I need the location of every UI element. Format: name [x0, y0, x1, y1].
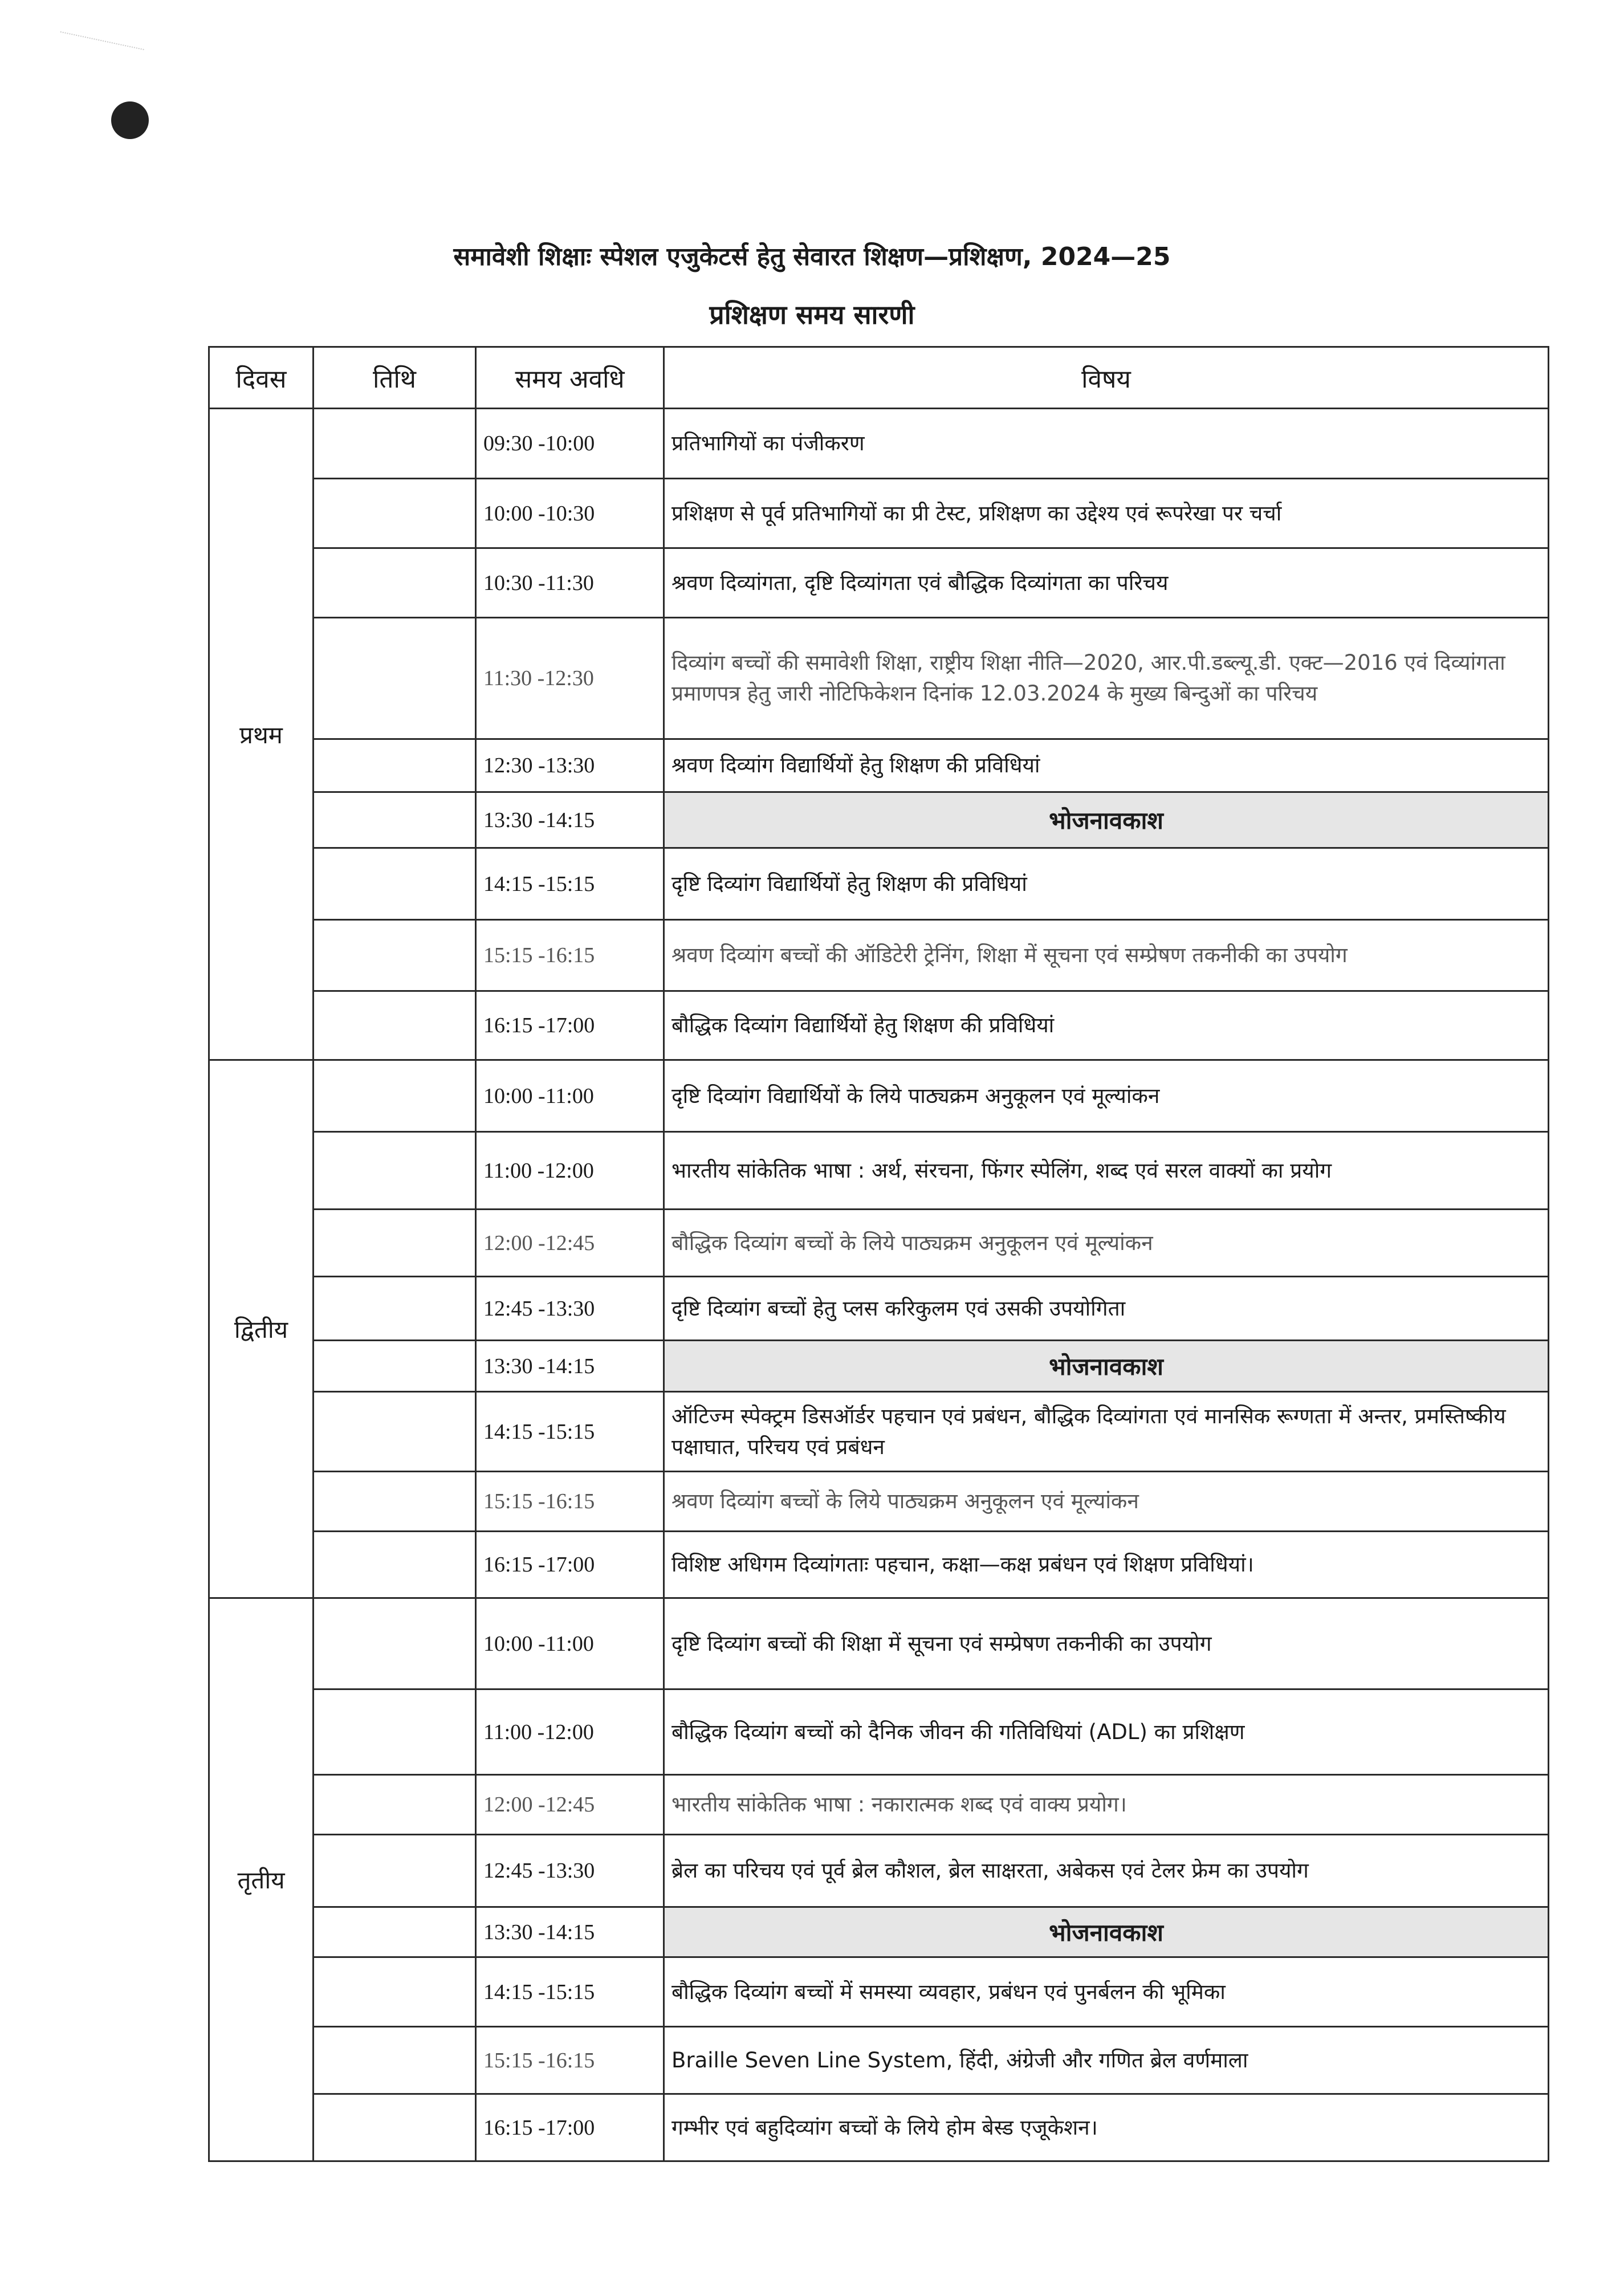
time-cell: 09:30 -10:00	[476, 409, 664, 479]
table-row	[209, 409, 1549, 479]
topic-cell: दृष्टि दिव्यांग बच्चों की शिक्षा में सूचना एवं सम्प्रेषण तकनीकी का उपयोग	[664, 1598, 1549, 1689]
topic-cell: विशिष्ट अधिगम दिव्यांगताः पहचान, कक्षा—कक्ष प्रबंधन एवं शिक्षण प्रविधियां।	[664, 1532, 1549, 1598]
time-cell: 14:15 -15:15	[476, 848, 664, 920]
date-cell	[314, 2094, 476, 2161]
schedule-table	[208, 346, 1549, 2162]
table-row	[209, 1132, 1549, 1210]
date-cell	[314, 739, 476, 792]
header-topic: विषय	[664, 347, 1549, 409]
time-cell: 12:45 -13:30	[476, 1277, 664, 1341]
table-row	[209, 1689, 1549, 1775]
date-cell	[314, 1775, 476, 1835]
topic-cell: ब्रेल का परिचय एवं पूर्व ब्रेल कौशल, ब्रेल साक्षरता, अबेकस एवं टेलर फ्रेम का उपयोग	[664, 1835, 1549, 1907]
time-cell: 13:30 -14:15	[476, 792, 664, 848]
date-cell	[314, 1132, 476, 1210]
time-cell: 13:30 -14:15	[476, 1907, 664, 1957]
date-cell	[314, 848, 476, 920]
table-row	[209, 1277, 1549, 1341]
date-cell	[314, 1957, 476, 2027]
table-row	[209, 739, 1549, 792]
time-cell: 10:00 -10:30	[476, 479, 664, 548]
time-cell: 13:30 -14:15	[476, 1341, 664, 1392]
scan-smudge	[55, 31, 144, 72]
topic-cell: प्रतिभागियों का पंजीकरण	[664, 409, 1549, 479]
date-cell	[314, 618, 476, 739]
table-row	[209, 1598, 1549, 1689]
date-cell	[314, 1689, 476, 1775]
date-cell	[314, 548, 476, 618]
time-cell: 12:00 -12:45	[476, 1210, 664, 1277]
table-row	[209, 1957, 1549, 2027]
time-cell: 12:30 -13:30	[476, 739, 664, 792]
lunch-break-cell: भोजनावकाश	[664, 1341, 1549, 1392]
topic-cell: श्रवण दिव्यांग विद्यार्थियों हेतु शिक्षण की प्रविधियां	[664, 739, 1549, 792]
date-cell	[314, 1532, 476, 1598]
date-cell	[314, 479, 476, 548]
topic-cell: गम्भीर एवं बहुदिव्यांग बच्चों के लिये होम बेस्ड एजूकेशन।	[664, 2094, 1549, 2161]
time-cell: 10:30 -11:30	[476, 548, 664, 618]
date-cell	[314, 991, 476, 1060]
table-row	[209, 2027, 1549, 2094]
table-row	[209, 1210, 1549, 1277]
date-cell	[314, 1341, 476, 1392]
topic-cell: भारतीय सांकेतिक भाषा : नकारात्मक शब्द एवं वाक्य प्रयोग।	[664, 1775, 1549, 1835]
date-cell	[314, 409, 476, 479]
table-row	[209, 1472, 1549, 1532]
topic-cell: ऑटिज्म स्पेक्ट्रम डिसऑर्डर पहचान एवं प्रबंधन, बौद्धिक दिव्यांगता एवं मानसिक रूग्णता में अन्तर, प्रमस्तिष्कीय पक्षाघात, परिचय एवं प्रबंधन	[664, 1392, 1549, 1472]
table-row	[209, 1835, 1549, 1907]
table-row	[209, 2094, 1549, 2161]
topic-cell: प्रशिक्षण से पूर्व प्रतिभागियों का प्री टेस्ट, प्रशिक्षण का उद्देश्य एवं रूपरेखा पर चर्चा	[664, 479, 1549, 548]
table-row	[209, 920, 1549, 991]
topic-cell: भारतीय सांकेतिक भाषा : अर्थ, संरचना, फिंगर स्पेलिंग, शब्द एवं सरल वाक्यों का प्रयोग	[664, 1132, 1549, 1210]
time-cell: 15:15 -16:15	[476, 920, 664, 991]
document-title: समावेशी शिक्षाः स्पेशल एजुकेटर्स हेतु सेवारत शिक्षण—प्रशिक्षण, 2024—25	[453, 242, 1171, 271]
topic-cell: बौद्धिक दिव्यांग विद्यार्थियों हेतु शिक्षण की प्रविधियां	[664, 991, 1549, 1060]
table-row	[209, 848, 1549, 920]
time-cell: 12:45 -13:30	[476, 1835, 664, 1907]
table-row-lunch	[209, 1341, 1549, 1392]
time-cell: 11:00 -12:00	[476, 1132, 664, 1210]
table-row-lunch	[209, 792, 1549, 848]
date-cell	[314, 1392, 476, 1472]
day-label: द्वितीय	[209, 1060, 314, 1598]
table-row	[209, 1532, 1549, 1598]
topic-cell: श्रवण दिव्यांग बच्चों के लिये पाठ्यक्रम अनुकूलन एवं मूल्यांकन	[664, 1472, 1549, 1532]
table-row	[209, 548, 1549, 618]
time-cell: 10:00 -11:00	[476, 1060, 664, 1132]
table-row	[209, 1775, 1549, 1835]
date-cell	[314, 2027, 476, 2094]
lunch-break-cell: भोजनावकाश	[664, 792, 1549, 848]
time-cell: 14:15 -15:15	[476, 1392, 664, 1472]
topic-cell: बौद्धिक दिव्यांग बच्चों के लिये पाठ्यक्रम अनुकूलन एवं मूल्यांकन	[664, 1210, 1549, 1277]
topic-cell: श्रवण दिव्यांग बच्चों की ऑडिटेरी ट्रेनिंग, शिक्षा में सूचना एवं सम्प्रेषण तकनीकी का उपयोग	[664, 920, 1549, 991]
topic-cell: दृष्टि दिव्यांग विद्यार्थियों हेतु शिक्षण की प्रविधियां	[664, 848, 1549, 920]
table-row	[209, 991, 1549, 1060]
date-cell	[314, 1472, 476, 1532]
table-row-lunch	[209, 1907, 1549, 1957]
header-time: समय अवधि	[476, 347, 664, 409]
topic-cell: बौद्धिक दिव्यांग बच्चों को दैनिक जीवन की गतिविधियां (ADL) का प्रशिक्षण	[664, 1689, 1549, 1775]
topic-cell: दृष्टि दिव्यांग बच्चों हेतु प्लस करिकुलम एवं उसकी उपयोगिता	[664, 1277, 1549, 1341]
topic-cell: Braille Seven Line System, हिंदी, अंग्रेजी और गणित ब्रेल वर्णमाला	[664, 2027, 1549, 2094]
lunch-break-cell: भोजनावकाश	[664, 1907, 1549, 1957]
topic-cell: दिव्यांग बच्चों की समावेशी शिक्षा, राष्ट्रीय शिक्षा नीति—2020, आर.पी.डब्ल्यू.डी. एक्ट—2016 एवं दिव्यांगता प्रमाणपत्र हेतु जारी नोटिफिकेशन दिनांक 12.03.2024 के मुख्य बिन्दुओं का परिचय	[664, 618, 1549, 739]
time-cell: 14:15 -15:15	[476, 1957, 664, 2027]
date-cell	[314, 1835, 476, 1907]
punch-hole	[111, 101, 149, 139]
day-label: प्रथम	[209, 409, 314, 1060]
time-cell: 16:15 -17:00	[476, 1532, 664, 1598]
date-cell	[314, 1598, 476, 1689]
time-cell: 15:15 -16:15	[476, 2027, 664, 2094]
time-cell: 10:00 -11:00	[476, 1598, 664, 1689]
date-cell	[314, 1060, 476, 1132]
time-cell: 11:00 -12:00	[476, 1689, 664, 1775]
table-row	[209, 618, 1549, 739]
date-cell	[314, 1210, 476, 1277]
time-cell: 11:30 -12:30	[476, 618, 664, 739]
time-cell: 16:15 -17:00	[476, 991, 664, 1060]
time-cell: 16:15 -17:00	[476, 2094, 664, 2161]
document-subtitle: प्रशिक्षण समय सारणी	[709, 299, 915, 330]
time-cell: 15:15 -16:15	[476, 1472, 664, 1532]
header-date: तिथि	[314, 347, 476, 409]
date-cell	[314, 792, 476, 848]
topic-cell: दृष्टि दिव्यांग विद्यार्थियों के लिये पाठ्यक्रम अनुकूलन एवं मूल्यांकन	[664, 1060, 1549, 1132]
table-row	[209, 1392, 1549, 1472]
date-cell	[314, 1907, 476, 1957]
time-cell: 12:00 -12:45	[476, 1775, 664, 1835]
table-row	[209, 479, 1549, 548]
table-header-row	[209, 347, 1549, 409]
day-label: तृतीय	[209, 1598, 314, 2161]
date-cell	[314, 920, 476, 991]
table-row	[209, 1060, 1549, 1132]
date-cell	[314, 1277, 476, 1341]
topic-cell: बौद्धिक दिव्यांग बच्चों में समस्या व्यवहार, प्रबंधन एवं पुनर्बलन की भूमिका	[664, 1957, 1549, 2027]
topic-cell: श्रवण दिव्यांगता, दृष्टि दिव्यांगता एवं बौद्धिक दिव्यांगता का परिचय	[664, 548, 1549, 618]
header-day: दिवस	[209, 347, 314, 409]
